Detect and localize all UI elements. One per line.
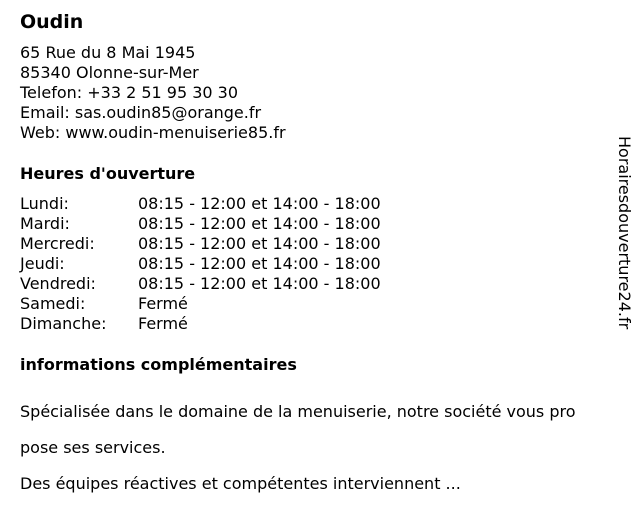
hours-value: 08:15 - 12:00 et 14:00 - 18:00 <box>138 254 381 273</box>
hours-value: Fermé <box>138 294 188 313</box>
day-label: Vendredi: <box>20 274 96 293</box>
day-label: Samedi: <box>20 294 86 313</box>
hours-value: 08:15 - 12:00 et 14:00 - 18:00 <box>138 234 381 253</box>
day-label: Mardi: <box>20 214 70 233</box>
hours-title: Heures d'ouverture <box>20 164 196 183</box>
web-line: Web: www.oudin-menuiserie85.fr <box>20 123 286 142</box>
day-label: Mercredi: <box>20 234 95 253</box>
business-card <box>20 10 610 511</box>
info-text-line-1: Spécialisée dans le domaine de la menuiserie, notre société vous pro <box>20 402 576 421</box>
hours-row-tuesday <box>20 214 610 234</box>
hours-row-thursday <box>20 254 610 274</box>
info-text-line-2: pose ses services. <box>20 438 166 457</box>
hours-row-friday <box>20 274 610 294</box>
business-name: Oudin <box>20 11 84 33</box>
address-line-2: 85340 Olonne-sur-Mer <box>20 63 199 82</box>
day-label: Dimanche: <box>20 314 107 333</box>
hours-value: Fermé <box>138 314 188 333</box>
hours-value: 08:15 - 12:00 et 14:00 - 18:00 <box>138 274 381 293</box>
site-watermark: Horairesdouverture24.fr <box>615 136 634 330</box>
address-line-1: 65 Rue du 8 Mai 1945 <box>20 43 196 62</box>
hours-table <box>20 194 610 334</box>
hours-value: 08:15 - 12:00 et 14:00 - 18:00 <box>138 194 381 213</box>
email-line: Email: sas.oudin85@orange.fr <box>20 103 262 122</box>
hours-value: 08:15 - 12:00 et 14:00 - 18:00 <box>138 214 381 233</box>
info-description <box>20 385 620 511</box>
hours-row-saturday <box>20 294 610 314</box>
hours-row-sunday <box>20 314 610 334</box>
hours-row-wednesday <box>20 234 610 254</box>
phone-line: Telefon: +33 2 51 95 30 30 <box>20 83 239 102</box>
day-label: Lundi: <box>20 194 69 213</box>
info-text-line-3: Des équipes réactives et compétentes interviennent ... <box>20 474 461 493</box>
info-title: informations complémentaires <box>20 355 297 374</box>
hours-row-monday <box>20 194 610 214</box>
day-label: Jeudi: <box>20 254 65 273</box>
